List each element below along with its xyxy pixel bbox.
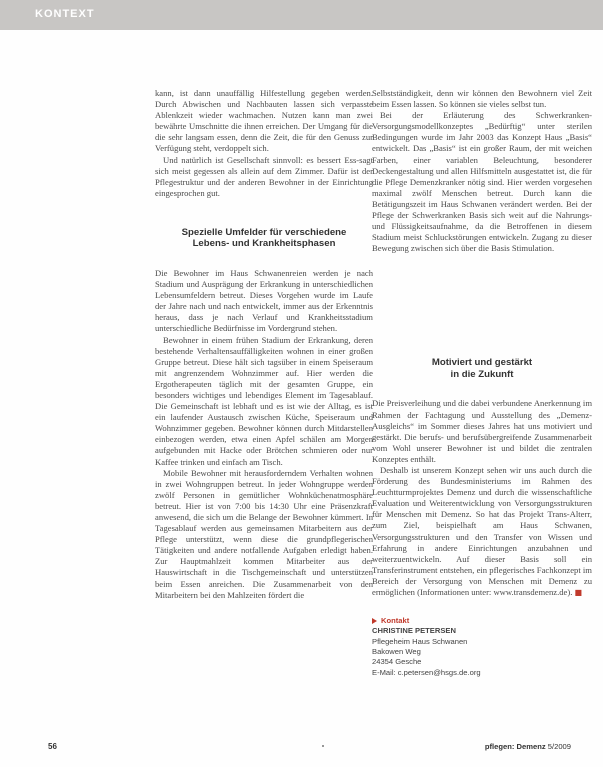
right-paragraph-text: Deshalb ist unserem Konzept sehen wir uns auch durch die Förderung des Bundesministeriums im Rahmen des Leuchtturmprojektes Demenz und durch die wissenschaftliche Evaluation und Weiterentwicklung von Versorgungsstrukturen für Menschen mit Demenz. So hat das Projekt Trans-Alterr, zum Ziel, beispielhaft am Haus Schwanen, Versorgungsstrukturen und den Transfer von Wissen und Erfahrung in andere Einrichtungen anzubahnen und weiterzuentwickeln. Auf dieser Basis soll ein Transferinstrument entstehen, ein pflegerisches Fachkonzept im Bereich der Versorgung von Menschen mit Demenz zu ermöglichen (Informationen unter: www.transdemenz.de). — [372, 464, 592, 597]
article-end-mark: ■ — [574, 588, 583, 597]
right-paragraph: Selbstständigkeit, denn wir können den Bewohnern viel Zeit beim Essen lassen. So können sie vieles selbst tun. — [372, 88, 592, 110]
page-number: 56 — [48, 742, 57, 751]
right-subheading — [372, 357, 592, 380]
left-paragraph: Bewohner in einem frühen Stadium der Erkrankung, deren bestehende Verhaltensauffälligkeiten wohnen in einer großen Gruppe betreut. Diese hält sich tagsüber in einem Speiseraum mit angrenzendem Wohnzimmer auf. Hier werden die Ergotherapeuten täglich mit der gesamten Gruppe, ein besonders wichtiges und lebendiges Element im Tagesablauf. Die Gemeinschaft ist lebhaft und es ist wie der Alltag, es ist ein laufender Austausch zwischen Küche, Speiseraum und Wohnzimmer gegeben. Bewohner können durch Mitdarstellen einbezogen werden, etwa einen Apfel schälen am Morgen aufgebunden mit Hacke oder Brötchen schmieren oder nur Kaffee trinken und einfach am Tisch. — [155, 334, 373, 467]
contact-label: Kontakt — [381, 616, 410, 626]
contact-box — [372, 616, 592, 678]
right-paragraph: Die Preisverleihung und die dabei verbundene Anerkennung im Rahmen der Fachtagung und Ausstellung des „Demenz-Ausgleichs“ im Sommer dieses Jahres hat uns motiviert und gestärkt. Die berufs- und berufsübergreifende Zusammenarbeit vom Wohl unserer Bewohner ist und bildet die zentralen Konzeptes enthält. — [372, 398, 592, 464]
triangle-bullet-icon — [372, 618, 377, 624]
left-paragraph: Und natürlich ist Gesellschaft sinnvoll: es bessert Ess-sagt sich meist gegessen als allein auf dem Zimmer. Dafür ist der Pflegestruktur und der anderen Bewohner in der Einrichtung eingesprochen gut. — [155, 154, 373, 198]
contact-line: 24354 Gesche — [372, 657, 422, 667]
left-paragraph: kann, ist dann unauffällig Hilfestellung gegeben werden. Durch Abwischen und Nachbauten lassen sich verpasste Ablenkzeit wieder wachmachen. Nutzen kann man zwei bewährte Umschnitte die ihnen erreichen. Der Umgang für die die sehr langsam essen, denn die Zeit, die für den Genuss zur Verfügung steht, verdoppelt sich. — [155, 88, 373, 154]
left-subheading-line-1: Spezielle Umfelder für verschiedene — [181, 226, 347, 238]
journal-issue: 5/2009 — [547, 742, 571, 751]
journal-name: pflegen: Demenz — [484, 742, 546, 751]
footer-journal — [485, 742, 571, 751]
left-column — [155, 88, 373, 601]
left-subheading-line-2: Lebens- und Krankheitsphasen — [192, 238, 336, 250]
right-paragraph — [372, 465, 592, 598]
right-column — [372, 88, 592, 678]
right-subheading-line-1: Motiviert und gestärkt — [431, 357, 533, 369]
center-dot — [322, 745, 324, 747]
contact-line: Pflegeheim Haus Schwanen — [372, 636, 468, 646]
left-paragraph: Mobile Bewohner mit herausforderndem Verhalten wohnen in zwei Wohngruppen betreut. In jeder Wohngruppe werden zwölf Personen in gemütlicher Wohnküchenatmosphäre betreut. Hier ist von 7:00 bis 14:30 Uhr eine Präsenzkraft anwesend, die sich um die Belange der Bewohner kümmert. In Tagesablauf werden aus gemeinsamen Mitarbeitern aus der Pflege unterstützt, wenn diese die grundpflegerischen Tätigkeiten und andere notfallende Aufgaben erledigt haben. Zur Hauptmahlzeit kommen Mitarbeiter aus der Hauswirtschaft in die Tischgemeinschaft und unterstützen beim Essen anreichen. Die Zusammenarbeit von den Mitarbeitern bei den Mahlzeiten fördert die — [155, 467, 373, 600]
section-label: KONTEXT — [35, 8, 95, 20]
section-header-bar — [0, 0, 603, 30]
right-subheading-line-2: in die Zukunft — [450, 368, 514, 380]
contact-heading — [372, 616, 592, 626]
left-paragraph: Die Bewohner im Haus Schwanenreien werden je nach Stadium und Ausprägung der Erkrankung in unterschiedlichen Lebensumfeldern betreut. Dieses Vorgehen wurde im Laufe der Jahre nach und nach entwickelt, immer aus der Erkenntnis heraus, dass je nach Verlauf und Krankheitsstadium unterschiedliche Bedürfnisse im Vordergrund stehen. — [155, 267, 373, 334]
right-paragraph: Bei der Erläuterung des Schwerkranken-Versorgungsmodellkonzeptes „Bedürftig“ unter sterilen Bedingungen wurde im Jahr 2003 das Konzept Haus „Basis“ entwickelt. Das „Basis“ ist ein großer Raum, der mit weichen Farben, einer variablen Beleuchtung, besonderer Deckengestaltung und allen Hilfsmitteln ausgestattet ist, die für die Pflege Demenzkranker nötig sind. Hier werden vorgesehen maximal zwölf Menschen betreut. Durch kann die Betätigungszeit im Haus Schwanen verändert werden. Bei der Pflege der Schwerkranken Basis sich weit auf die Nahrungs- und Flüssigkeitsaufnahme, da die Betroffenen in diesem Stadium meist Schluckstörungen entwickeln. Zugang zu dieser Bewegung zwischen sich über die Basis Stimulation. — [372, 110, 592, 254]
contact-line: Bakowen Weg — [372, 646, 421, 656]
contact-email: E-Mail: c.petersen@hsgs.de.org — [372, 667, 481, 677]
contact-name: CHRISTINE PETERSEN — [372, 626, 456, 636]
left-subheading — [155, 227, 373, 250]
